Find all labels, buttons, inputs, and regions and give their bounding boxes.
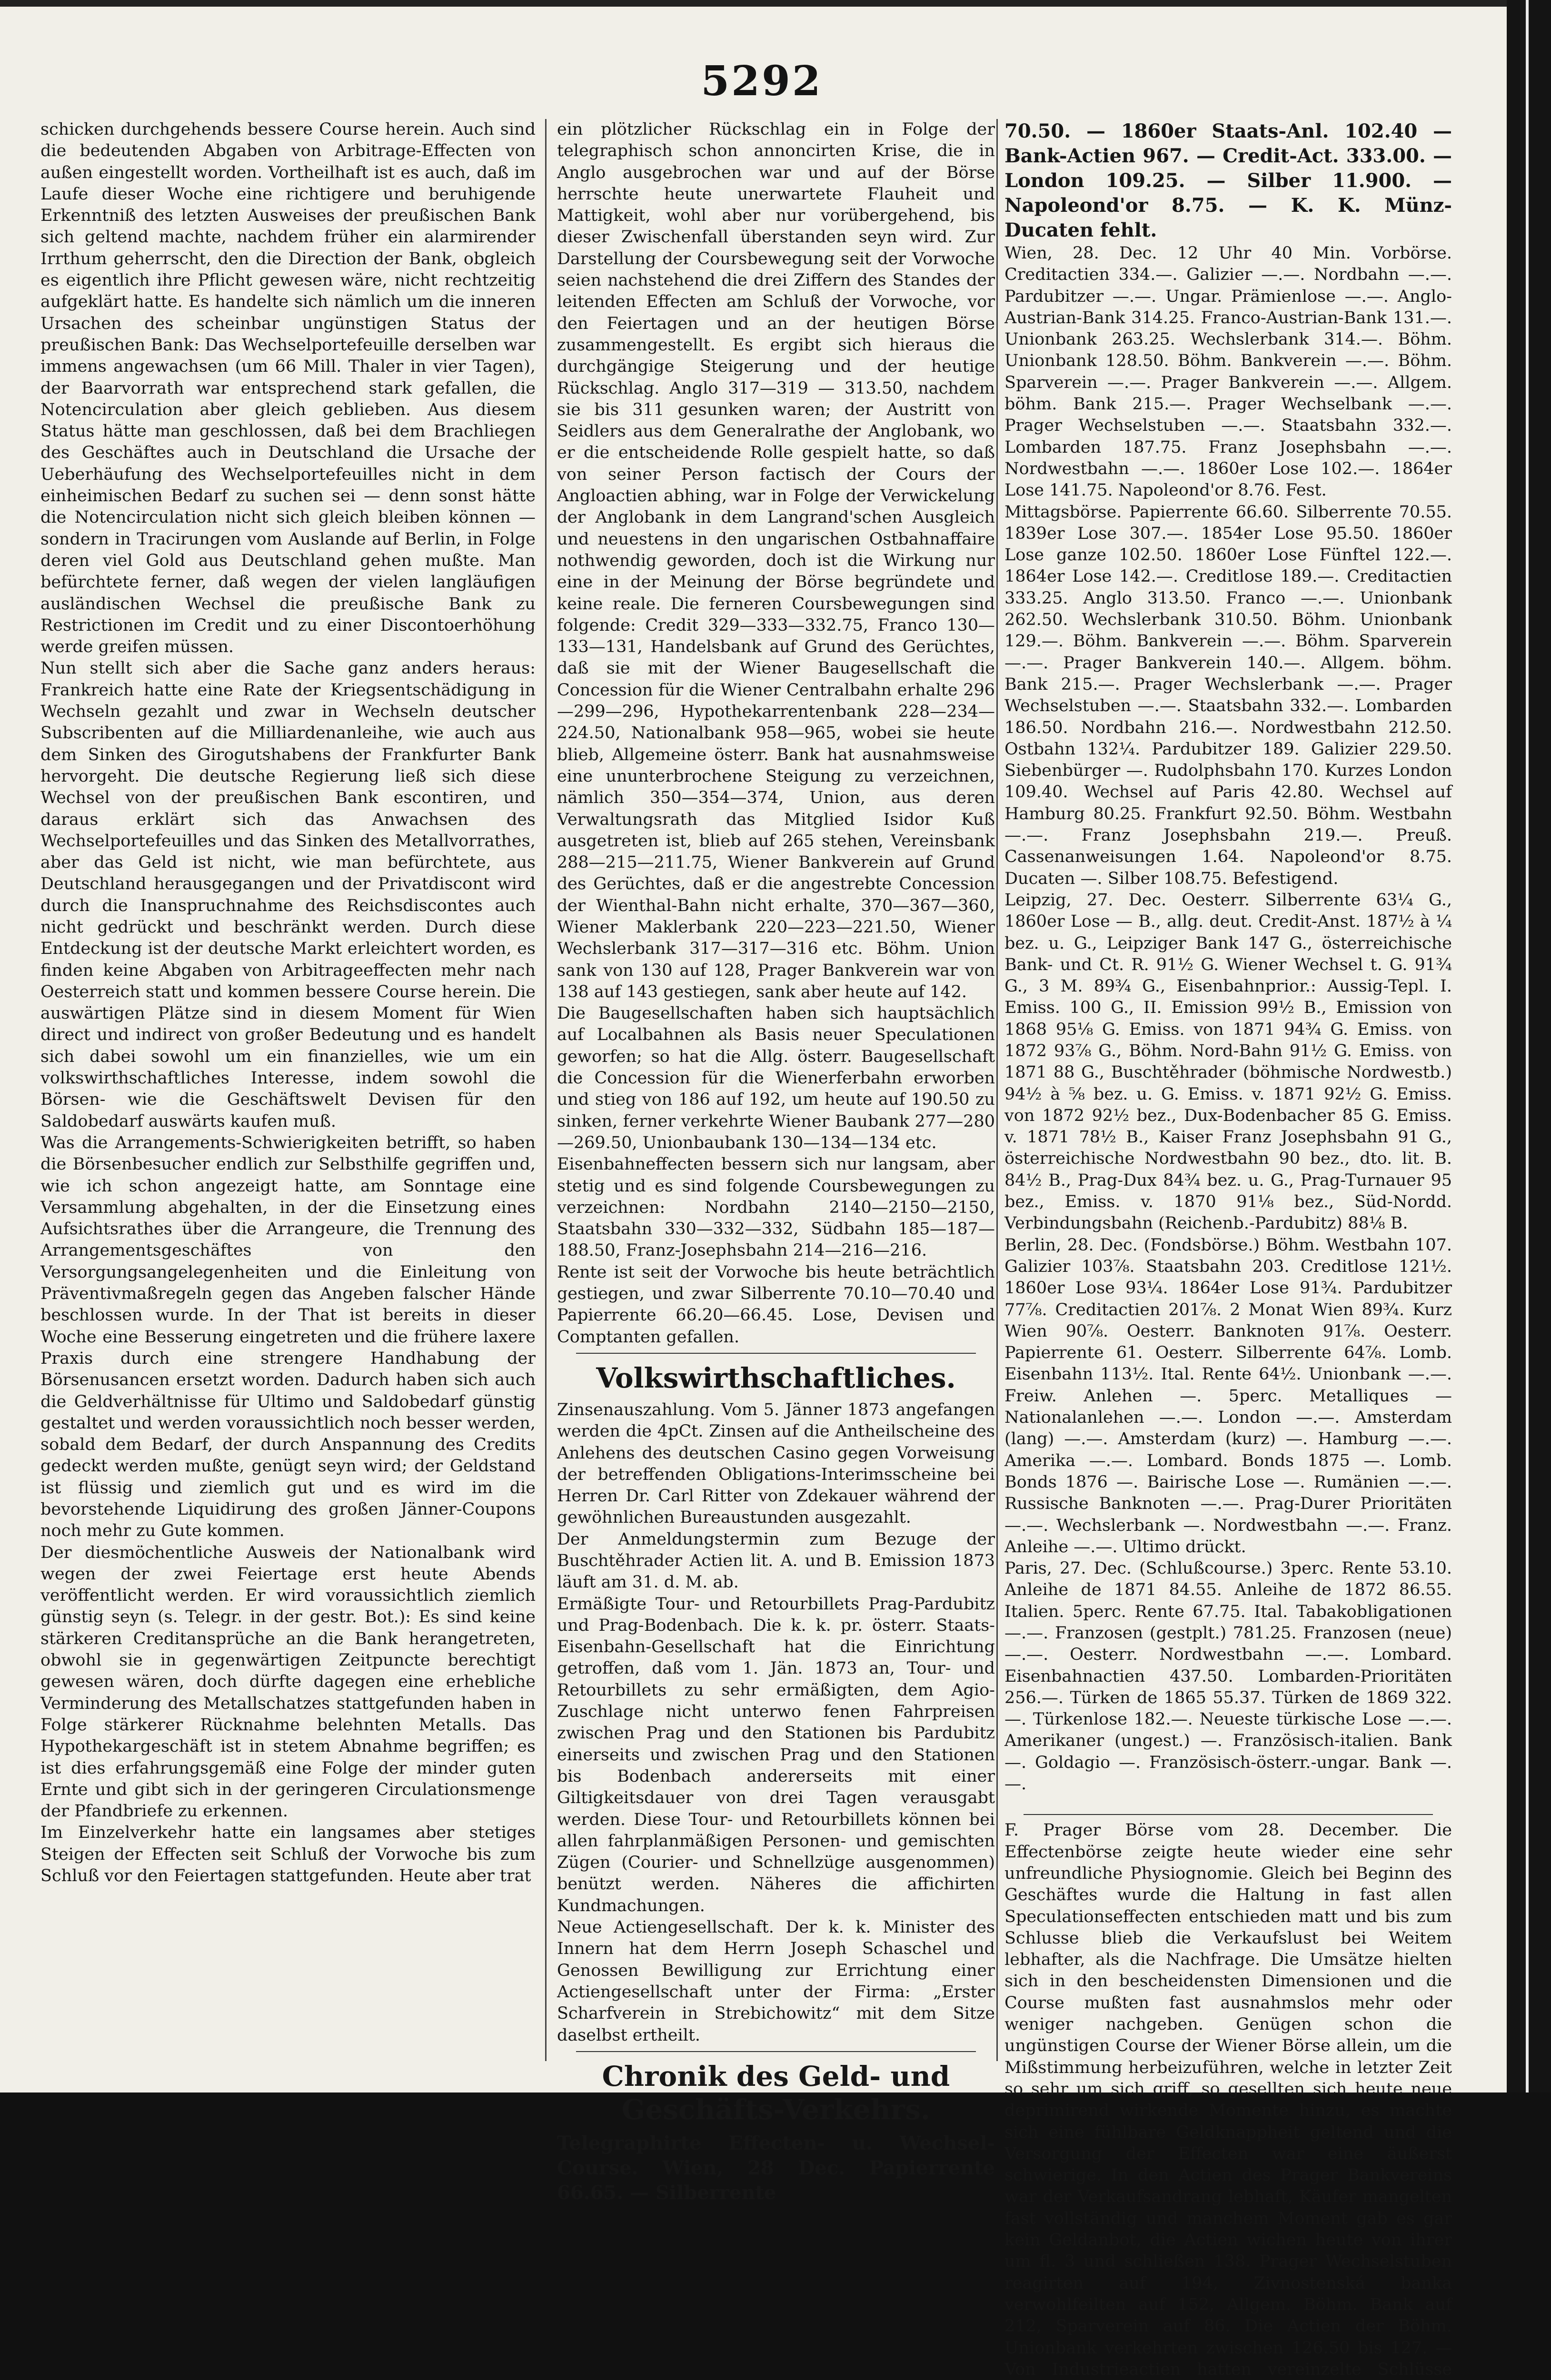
section-divider (576, 2051, 976, 2052)
paragraph: Der Anmeldungstermin zum Bezuge der Buschtěhrader Actien lit. A. und B. Emission 1873 läuft am 31. d. M. ab. (557, 1529, 995, 1592)
section-heading-chronicle: Chronik des Geld- und Geschäfts-Verkehrs. (602, 2060, 950, 2126)
column-left (40, 119, 536, 2061)
paragraph: Paris, 27. Dec. (Schlußcourse.) 3perc. Rente 53.10. Anleihe de 1871 84.55. Anleihe de 1872 86.55. Italien. 5perc. Rente 67.75. Ital. Tabakobligationen —.—. Franzosen (gestplt.) 781.25. Franzosen (neue) —.—. Oesterr. Nordwestbahn —.—. Lombard. Eisenbahnactien 437.50. Lombarden-Prioritäten 256.—. Türken de 1865 55.37. Türken de 1869 322.—. Türkenlose 182.—. Neueste türkische Lose —.—. Amerikaner (ungest.) —. Französisch-italien. Bank —. Goldagio —. Französisch-österr.-ungar. Bank —.—. (1004, 1559, 1452, 1794)
paragraph: ein plötzlicher Rückschlag ein in Folge der telegraphisch schon annoncirten Krise, die in Anglo ausgebrochen war und auf der Börse herrschte heute unerwartete Flauheit und Mattigkeit, wohl aber nur vorübergehend, bis dieser Zwischenfall überstanden seyn wird. Zur Darstellung der Coursbewegung seit der Vorwoche seien nachstehend die drei Ziffern des Standes der leitenden Effecten am Schluß der Vorwoche, vor den Feiertagen und an der heutigen Börse zusammengestellt. Es ergibt sich hieraus die durchgängige Steigerung und der heutige Rückschlag. Anglo 317—319 — 313.50, nachdem sie bis 311 gesunken waren; der Austritt von Seidlers aus dem Generalrathe der Anglobank, wo er die entscheidende Rolle gespielt hatte, so daß von seiner Person factisch der Cours der Angloactien abhing, war in Folge der Verwickelung der Anglobank in dem Langrand'schen Ausgleich und neuestens in den ungarischen Ostbahnaffaire nothwendig geworden, doch ist die Wirkung nur eine in der Meinung der Börse begründete und keine reale. Die ferneren Coursbewegungen sind folgende: Credit 329—333—332.75, Franco 130—133—131, Handelsbank auf Grund des Gerüchtes, daß sie mit der Wiener Baugesellschaft die Concession für die Wiener Centralbahn erhalte 296—299—296, Hypothekarrentenbank 228—234—224.50, Nationalbank 958—965, wobei sie heute blieb, Allgemeine österr. Bank hat ausnahmsweise eine ununterbrochene Steigung zu verzeichnen, nämlich 350—354—374, Union, aus deren Verwaltungsrath das Mitglied Isidor Kuß ausgetreten ist, blieb auf 265 stehen, Vereinsbank 288—215—211.75, Wiener Bankverein auf Grund des Gerüchtes, daß er die angestrebte Concession der Wienthal-Bahn nicht erhalte, 370—367—360, Wiener Maklerbank 220—223—221.50, Wiener Wechslerbank 317—317—316 etc. Böhm. Union sank von 130 auf 128, Prager Bankverein war von 138 auf 143 gestiegen, sank aber heute auf 142. (557, 120, 995, 1002)
paragraph: Der diesmöchentliche Ausweis der Nationalbank wird wegen der zwei Feiertage erst heute Abends veröffentlicht werden. Er wird voraussichtlich ziemlich günstig seyn (s. Telegr. in der gestr. Bot.): Es sind keine stärkeren Creditansprüche an die Bank herangetreten, obwohl sie in gegenwärtigen Zeitpuncte berechtigt gewesen wären, doch dürfte dagegen eine erhebliche Verminderung des Metallschatzes stattgefunden haben in Folge stärkerer Rücknahme belehnten Metalls. Das Hypothekargeschäft ist in stetem Abnahme begriffen; es ist dies erfahrungsgemäß eine Folge der minder guten Ernte und gibt sich in der geringeren Circulationsmenge der Pfandbriefe zu erkennen. (40, 1543, 536, 1821)
paragraph: Neue Actiengesellschaft. Der k. k. Minister des Innern hat dem Herrn Joseph Schaschel und Genossen Bewilligung zur Errichtung einer Actiengesellschaft unter der Firma: „Erster Scharfverein in Strebichowitz“ mit dem Sitze daselbst ertheilt. (557, 1918, 995, 2045)
paragraph: 70.50. — 1860er Staats-Anl. 102.40 — Bank-Actien 967. — Credit-Act. 333.00. — London 109.25. — Silber 11.900. — Napoleond'or 8.75. — K. K. Münz-Ducaten fehlt. (1004, 120, 1452, 241)
paragraph: Die Baugesellschaften haben sich hauptsächlich auf Localbahnen als Basis neuer Speculationen geworfen; so hat die Allg. österr. Baugesellschaft die Concession für die Wienerferbahn erworben und stieg von 186 auf 192, um heute auf 190.50 zu sinken, ferner verkehrte Wiener Baubank 277—280—269.50, Unionbaubank 130—134—134 etc. (557, 1004, 995, 1152)
spacer (1004, 1795, 1452, 1809)
paragraph: Im Einzelverkehr hatte ein langsames aber stetiges Steigen der Effecten seit Schluß der Vorwoche bis zum Schluß vor den Feiertagen stattgefunden. Heute aber trat (40, 1823, 536, 1886)
paragraph: Mittagsbörse. Papierrente 66.60. Silberrente 70.55. 1839er Lose 307.—. 1854er Lose 95.50. 1860er Lose ganze 102.50. 1860er Lose Fünftel 122.—. 1864er Lose 142.—. Creditlose 189.—. Creditactien 333.25. Anglo 313.50. Franco —.—. Unionbank 262.50. Wechslerbank 310.50. Böhm. Unionbank 129.—. Böhm. Bankverein —.—. Böhm. Sparverein —.—. Prager Bankverein 140.—. Allgem. böhm. Bank 215.—. Prager Wechslerbank —.—. Prager Wechselstuben —.—. Staatsbahn 332.—. Lombarden 186.50. Nordbahn 216.—. Nordwestbahn 212.50. Ostbahn 132¼. Pardubitzer 189. Galizier 229.50. Siebenbürger —. Rudolphsbahn 170. Kurzes London 109.40. Wechsel auf Paris 42.80. Wechsel auf Hamburg 80.25. Frankfurt 92.50. Böhm. Westbahn —.—. Franz Josephsbahn 219.—. Preuß. Cassenanweisungen 1.64. Napoleond'or 8.75. Ducaten —. Silber 108.75. Befestigend. (1004, 502, 1452, 888)
top-border (0, 0, 1507, 7)
section-divider (1024, 1814, 1433, 1815)
paragraph: Nun stellt sich aber die Sache ganz anders heraus: Frankreich hatte eine Rate der Kriegsentschädigung in Wechseln gezahlt und zwar in Wechseln deutscher Subscribenten auf die Milliardenanleihe, wie auch aus dem Sinken des Girogutshabens der Frankfurter Bank hervorgeht. Die deutsche Regierung ließ sich diese Wechsel von der preußischen Bank escontiren, und daraus erklärt sich das Anwachsen des Wechselportefeuilles und das Sinken des Metallvorrathes, aber das Geld ist nicht, wie man befürchtete, aus Deutschland herausgegangen und der Privatdiscont wird durch die Inanspruchnahme des Reichsdiscontes auch nicht gedrückt und beschränkt werden. Durch diese Entdeckung ist der deutsche Markt erleichtert worden, es finden keine Abgaben von Arbitrageeffecten mehr nach Oesterreich statt und kommen bessere Course herein. Die auswärtigen Plätze sind in diesem Moment für Wien direct und indirect von großer Bedeutung und es handelt sich dabei sowohl um ein finanzielles, wie um ein volkswirthschaftliches Interesse, indem sowohl die Börsen- wie die Geschäftswelt Devisen für den Saldobedarf auswärts kaufen muß. (40, 659, 536, 1131)
paragraph: Ermäßigte Tour- und Retourbillets Prag-Pardubitz und Prag-Bodenbach. Die k. k. pr. österr. Staats-Eisenbahn-Gesellschaft hat die Einrichtung getroffen, daß vom 1. Jän. 1873 an, Tour- und Retourbillets zu sehr ermäßigten, dem Agio-Zuschlage nicht unterwo fenen Fahrpreisen zwischen Prag und den Stationen bis Pardubitz einerseits und zwischen Prag und den Stationen bis Bodenbach andererseits mit einer Giltigkeitsdauer von drei Tagen verausgabt werden. Diese Tour- und Retourbillets können bei allen fahrplanmäßigen Personen- und gemischten Zügen (Courier- und Schnellzüge ausgenommen) benützt werden. Näheres die affichirten Kundmachungen. (557, 1594, 995, 1915)
paragraph: Telegraphirte Effecten- u. Wechsel-Course. Wien, 28 Dec. Papierrente 66.65. — Silberrente (557, 2132, 995, 2204)
column-rule-left (545, 119, 547, 2061)
section-heading-economy: Volkswirthschaftliches. (596, 1361, 956, 1394)
column-right (1004, 119, 1452, 2379)
paragraph: schicken durchgehends bessere Course herein. Auch sind die bedeutenden Abgaben von Arbitrage-Effecten von außen eingestellt worden. Vortheilhaft ist es auch, daß im Laufe dieser Woche eine richtigere und beruhigende Erkenntniß des letzten Ausweises der preußischen Bank sich geltend machte, nachdem früher ein alarmirender Irrthum geherrscht, den die Direction der Bank, obgleich es eigentlich ihre Pflicht gewesen wäre, nicht rechtzeitig aufgeklärt hatte. Es handelte sich nämlich um die inneren Ursachen des scheinbar ungünstigen Status der preußischen Bank: Das Wechselportefeuille derselben war immens angewachsen (um 66 Mill. Thaler in vier Tagen), der Baarvorrath war entsprechend stark gefallen, die Notencirculation aber gleich geblieben. Aus diesem Status hätte man geschlossen, daß bei dem Brachliegen des Geschäftes auch in Deutschland die Ursache der Ueberhäufung des Wechselportefeuilles nicht in dem einheimischen Bedarf zu suchen sei — denn sonst hätte die Notencirculation nicht sich gleich bleiben können — sondern in Tracirungen vom Auslande auf Berlin, in Folge deren viel Gold aus Deutschland gehen mußte. Man befürchtete ferner, daß wegen der vielen langläufigen ausländischen Wechsel die preußische Bank zu Restrictionen im Credit und zu einer Discontoerhöhung werde greifen müssen. (40, 120, 536, 657)
paragraph: Leipzig, 27. Dec. Oesterr. Silberrente 63¼ G., 1860er Lose — B., allg. deut. Credit-Anst. 187½ à ¼ bez. u. G., Leipziger Bank 147 G., österreichische Bank- und Ct. R. 91½ G. Wiener Wechsel t. G. 91¾ G., 3 M. 89¾ G., Eisenbahnprior.: Aussig-Tepl. I. Emiss. 100 G., II. Emission 99½ B., Emission von 1868 95⅛ G. Emiss. von 1871 94¾ G. Emiss. von 1872 93⅞ G., Böhm. Nord-Bahn 91½ G. Emiss. von 1871 88 G., Buschtěhrader (böhmische Nordwestb.) 94½ à ⅝ bez. u. G. Emiss. v. 1871 92½ G. Emiss. von 1872 92½ bez., Dux-Bodenbacher 85 G. Emiss. v. 1871 78½ B., Kaiser Franz Josephsbahn 91 G., österreichische Nordwestbahn 90 bez., dto. lit. B. 84½ B., Prag-Dux 84¾ bez. u. G., Prag-Turnauer 95 bez., Emiss. v. 1870 91⅛ bez., Süd-Nordd. Verbindungsbahn (Reichenb.-Pardubitz) 88⅛ B. (1004, 890, 1452, 1233)
scan-dark-margin (1507, 0, 1551, 2092)
column-rule-right (996, 119, 998, 2061)
paragraph: Was die Arrangements-Schwierigkeiten betrifft, so haben die Börsenbesucher endlich zur Selbsthilfe gegriffen und, wie ich schon angezeigt hatte, am Sonntage eine Versammlung abgehalten, in der die Einsetzung eines Aufsichtsrathes über die Arrangeure, die Trennung des Arrangementsgeschäftes von den Versorgungsangelegenheiten und die Einleitung von Präventivmaßregeln gegen das Angeben falscher Hände beschlossen wurde. In der That ist bereits in dieser Woche eine Besserung eingetreten und die frühere laxere Praxis durch eine strengere Handhabung der Börsenusancen ersetzt worden. Dadurch haben sich auch die Geldverhältnisse für Ultimo und Saldobedarf günstig gestaltet und werden voraussichtlich noch besser werden, sobald dem Bedarf, der durch Anspannung des Credits gedeckt werden mußte, genügt seyn wird; der Geldstand ist flüssig und ziemlich gut und es wird im die bevorstehende Liquidirung des großen Jänner-Coupons noch mehr zu Gute kommen. (40, 1133, 536, 1541)
scan-edge-line (1526, 0, 1529, 2092)
paragraph: Rente ist seit der Vorwoche bis heute beträchtlich gestiegen, und zwar Silberrente 70.10—70.40 und Papierrente 66.20—66.45. Lose, Devisen und Comptanten gefallen. (557, 1262, 995, 1347)
paragraph: Berlin, 28. Dec. (Fondsbörse.) Böhm. Westbahn 107. Galizier 103⅞. Staatsbahn 203. Creditlose 121½. 1860er Lose 93¼. 1864er Lose 91¾. Pardubitzer 77⅞. Creditactien 201⅞. 2 Monat Wien 89¾. Kurz Wien 90⅞. Oesterr. Banknoten 91⅞. Oesterr. Papierrente 61. Oesterr. Silberrente 64⅞. Lomb. Eisenbahn 113½. Ital. Rente 64½. Unionbank —.—. Freiw. Anlehen —. 5perc. Metalliques — Nationalanlehen —.—. London —.—. Amsterdam (lang) —.—. Amsterdam (kurz) —. Hamburg —.—. Amerika —.—. Lombard. Bonds 1875 —. Lomb. Bonds 1876 —. Bairische Lose —. Rumänien —.—. Russische Banknoten —.—. Prag-Durer Prioritäten —.—. Wechslerbank —. Nordwestbahn —.—. Franz. Anleihe —.—. Ultimo drückt. (1004, 1235, 1452, 1557)
paragraph: Wien, 28. Dec. 12 Uhr 40 Min. Vorbörse. Creditactien 334.—. Galizier —.—. Nordbahn —.—. Pardubitzer —.—. Ungar. Prämienlose —.—. Anglo-Austrian-Bank 314.25. Franco-Austrian-Bank 131.—. Unionbank 263.25. Wechslerbank 314.—. Böhm. Unionbank 128.50. Böhm. Bankverein —.—. Böhm. Sparverein —.—. Prager Bankverein —.—. Allgem. böhm. Bank 215.—. Prager Wechselbank —.—. Prager Wechselstuben —.—. Staatsbahn 332.—. Lombarden 187.75. Franz Josephsbahn —.—. Nordwestbahn —.—. 1860er Lose 102.—. 1864er Lose 141.75. Napoleond'or 8.76. Fest. (1004, 244, 1452, 500)
paragraph: F. Prager Börse vom 28. December. Die Effectenbörse zeigte heute wieder eine sehr unfreundliche Physiognomie. Gleich bei Beginn des Geschäftes wurde die Haltung in fast allen Speculationseffecten entschieden matt und bis zum Schlusse blieb die Verkaufslust bei Weitem lebhafter, als die Nachfrage. Die Umsätze hielten sich in den bescheidensten Dimensionen und die Course mußten fast ausnahmslos mehr oder weniger nachgeben. Genügen schon die ungünstigen Course der Wiener Börse allein, um die Mißstimmung herbeizuführen, welche in letzter Zeit so sehr um sich griff, so gesellten sich heute neue deprimirend wirkende Momente hinzu, es machte sich eine fühlbare Geldknappheit geltend und die Versorgung der Effecten war eine äußerst schwierige. In den Actien des Prager Bankvereins war der Verkaufsandrang lebhaft, Käufer mangelten fast vollständig und manchem Moment gab es gar kein Geldanbot, die Actien wichen heute von ihrer um fl. 3 und schließen 138. Prager Wechselstuben reagirten auf 194, Zivnostenská banka verwohlfeilten auf 152, Allgem. Böhm. Bank auf 212, Sparverein auf 86. Die Actien der Böhm. Unionbank verkehrten zwischen 126.50 bis 127. — Von Industrieactien hatten vereinzelte Schlüsse (1004, 1821, 1452, 2379)
paragraph: Zinsenauszahlung. Vom 5. Jänner 1873 angefangen werden die 4pCt. Zinsen auf die Antheilscheine des Anlehens des deutschen Casino gegen Vorweisung der betreffenden Obligations-Interimsscheine bei Herren Dr. Carl Ritter von Zdekauer während der gewöhnlichen Bureaustunden ausgezahlt. (557, 1400, 995, 1527)
page-number: 5292 (701, 57, 823, 105)
paragraph: Eisenbahneffecten bessern sich nur langsam, aber stetig und es sind folgende Coursbewegungen zu verzeichnen: Nordbahn 2140—2150—2150, Staatsbahn 330—332—332, Südbahn 185—187—188.50, Franz-Josephsbahn 214—216—216. (557, 1155, 995, 1260)
section-divider (576, 1353, 976, 1354)
column-middle (557, 119, 995, 2204)
